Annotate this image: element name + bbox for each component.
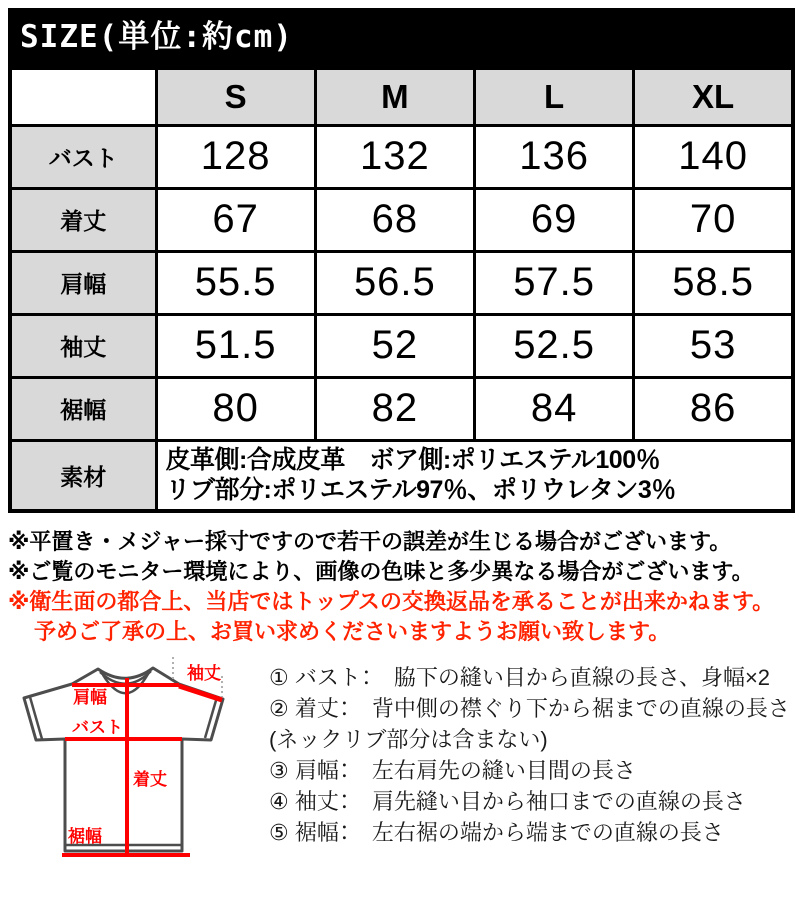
body-length-label: 着丈 (133, 769, 167, 789)
guide-line-length: ② 着丈： 背中側の襟ぐり下から裾までの直線の長さ (269, 695, 790, 721)
value-cell: 56.5 (315, 251, 474, 314)
value-cell: 128 (156, 125, 315, 188)
material-line-1: 皮革側:合成皮革 ボア側:ポリエステル100％ (165, 445, 661, 474)
sleeve-length-label: 袖丈 (187, 663, 221, 683)
bust-label: バスト (72, 717, 123, 737)
corner-cell (10, 68, 156, 125)
row-label-hem: 裾幅 (10, 377, 156, 440)
value-cell: 52 (315, 314, 474, 377)
value-cell: 57.5 (475, 251, 634, 314)
size-col-header-xl: XL (634, 68, 793, 125)
value-cell: 140 (634, 125, 793, 188)
guide-line-sleeve: ④ 袖丈： 肩先縫い目から袖口までの直線の長さ (269, 788, 746, 814)
value-cell: 58.5 (634, 251, 793, 314)
guide-line-bust: ① バスト： 脇下の縫い目から直線の長さ、身幅×2 (269, 664, 771, 690)
measure-guide-list (269, 654, 790, 889)
row-label-length: 着丈 (10, 188, 156, 251)
table-row-hem (10, 377, 793, 440)
note-no-returns-cont: 予めご了承の上、お買い求めくださいますようお願い致します。 (34, 618, 671, 644)
table-row-length (10, 188, 793, 251)
row-label-shoulder: 肩幅 (10, 251, 156, 314)
size-col-header-l: L (475, 68, 634, 125)
guide-line-hem: ⑤ 裾幅： 左右裾の端から端までの直線の長さ (269, 819, 724, 845)
row-label-sleeve: 袖丈 (10, 314, 156, 377)
table-row-material (10, 440, 793, 511)
note-measurement-tolerance: ※平置き・メジャー採寸ですので若干の誤差が生じる場合がございます。 (8, 528, 732, 554)
value-cell: 132 (315, 125, 474, 188)
value-cell: 69 (475, 188, 634, 251)
row-label-bust: バスト (10, 125, 156, 188)
material-cell (156, 440, 793, 511)
value-cell: 70 (634, 188, 793, 251)
size-col-header-s: S (156, 68, 315, 125)
guide-line-length-note: (ネックリブ部分は含まない) (269, 726, 548, 752)
value-cell: 52.5 (475, 314, 634, 377)
value-cell: 55.5 (156, 251, 315, 314)
value-cell: 136 (475, 125, 634, 188)
material-line-2: リブ部分:ポリエステル97％、ポリウレタン3％ (165, 476, 676, 504)
value-cell: 51.5 (156, 314, 315, 377)
value-cell: 53 (634, 314, 793, 377)
value-cell: 82 (315, 377, 474, 440)
hem-width-label: 裾幅 (68, 826, 102, 846)
tshirt-diagram-svg (10, 654, 247, 889)
note-no-returns: ※衛生面の都合上、当店ではトップスの交換返品を承ることが出来かねます。 (8, 588, 775, 614)
row-label-material: 素材 (10, 440, 156, 511)
tshirt-measurement-diagram (10, 654, 247, 889)
measure-guide-section (8, 654, 795, 889)
size-col-header-m: M (315, 68, 474, 125)
value-cell: 84 (475, 377, 634, 440)
table-row-bust (10, 125, 793, 188)
value-cell: 68 (315, 188, 474, 251)
guide-line-shoulder: ③ 肩幅： 左右肩先の縫い目間の長さ (269, 757, 636, 783)
tshirt-outline (24, 668, 223, 851)
value-cell: 67 (156, 188, 315, 251)
shoulder-width-label: 肩幅 (73, 687, 107, 707)
size-header-row (10, 68, 793, 125)
size-chart-title: SIZE(単位:約cm) (8, 8, 795, 66)
size-table (8, 66, 795, 513)
value-cell: 80 (156, 377, 315, 440)
notes-section (8, 527, 795, 647)
value-cell: 86 (634, 377, 793, 440)
note-monitor-color: ※ご覧のモニター環境により、画像の色味と多少異なる場合がございます。 (8, 558, 754, 584)
table-row-shoulder (10, 251, 793, 314)
table-row-sleeve (10, 314, 793, 377)
